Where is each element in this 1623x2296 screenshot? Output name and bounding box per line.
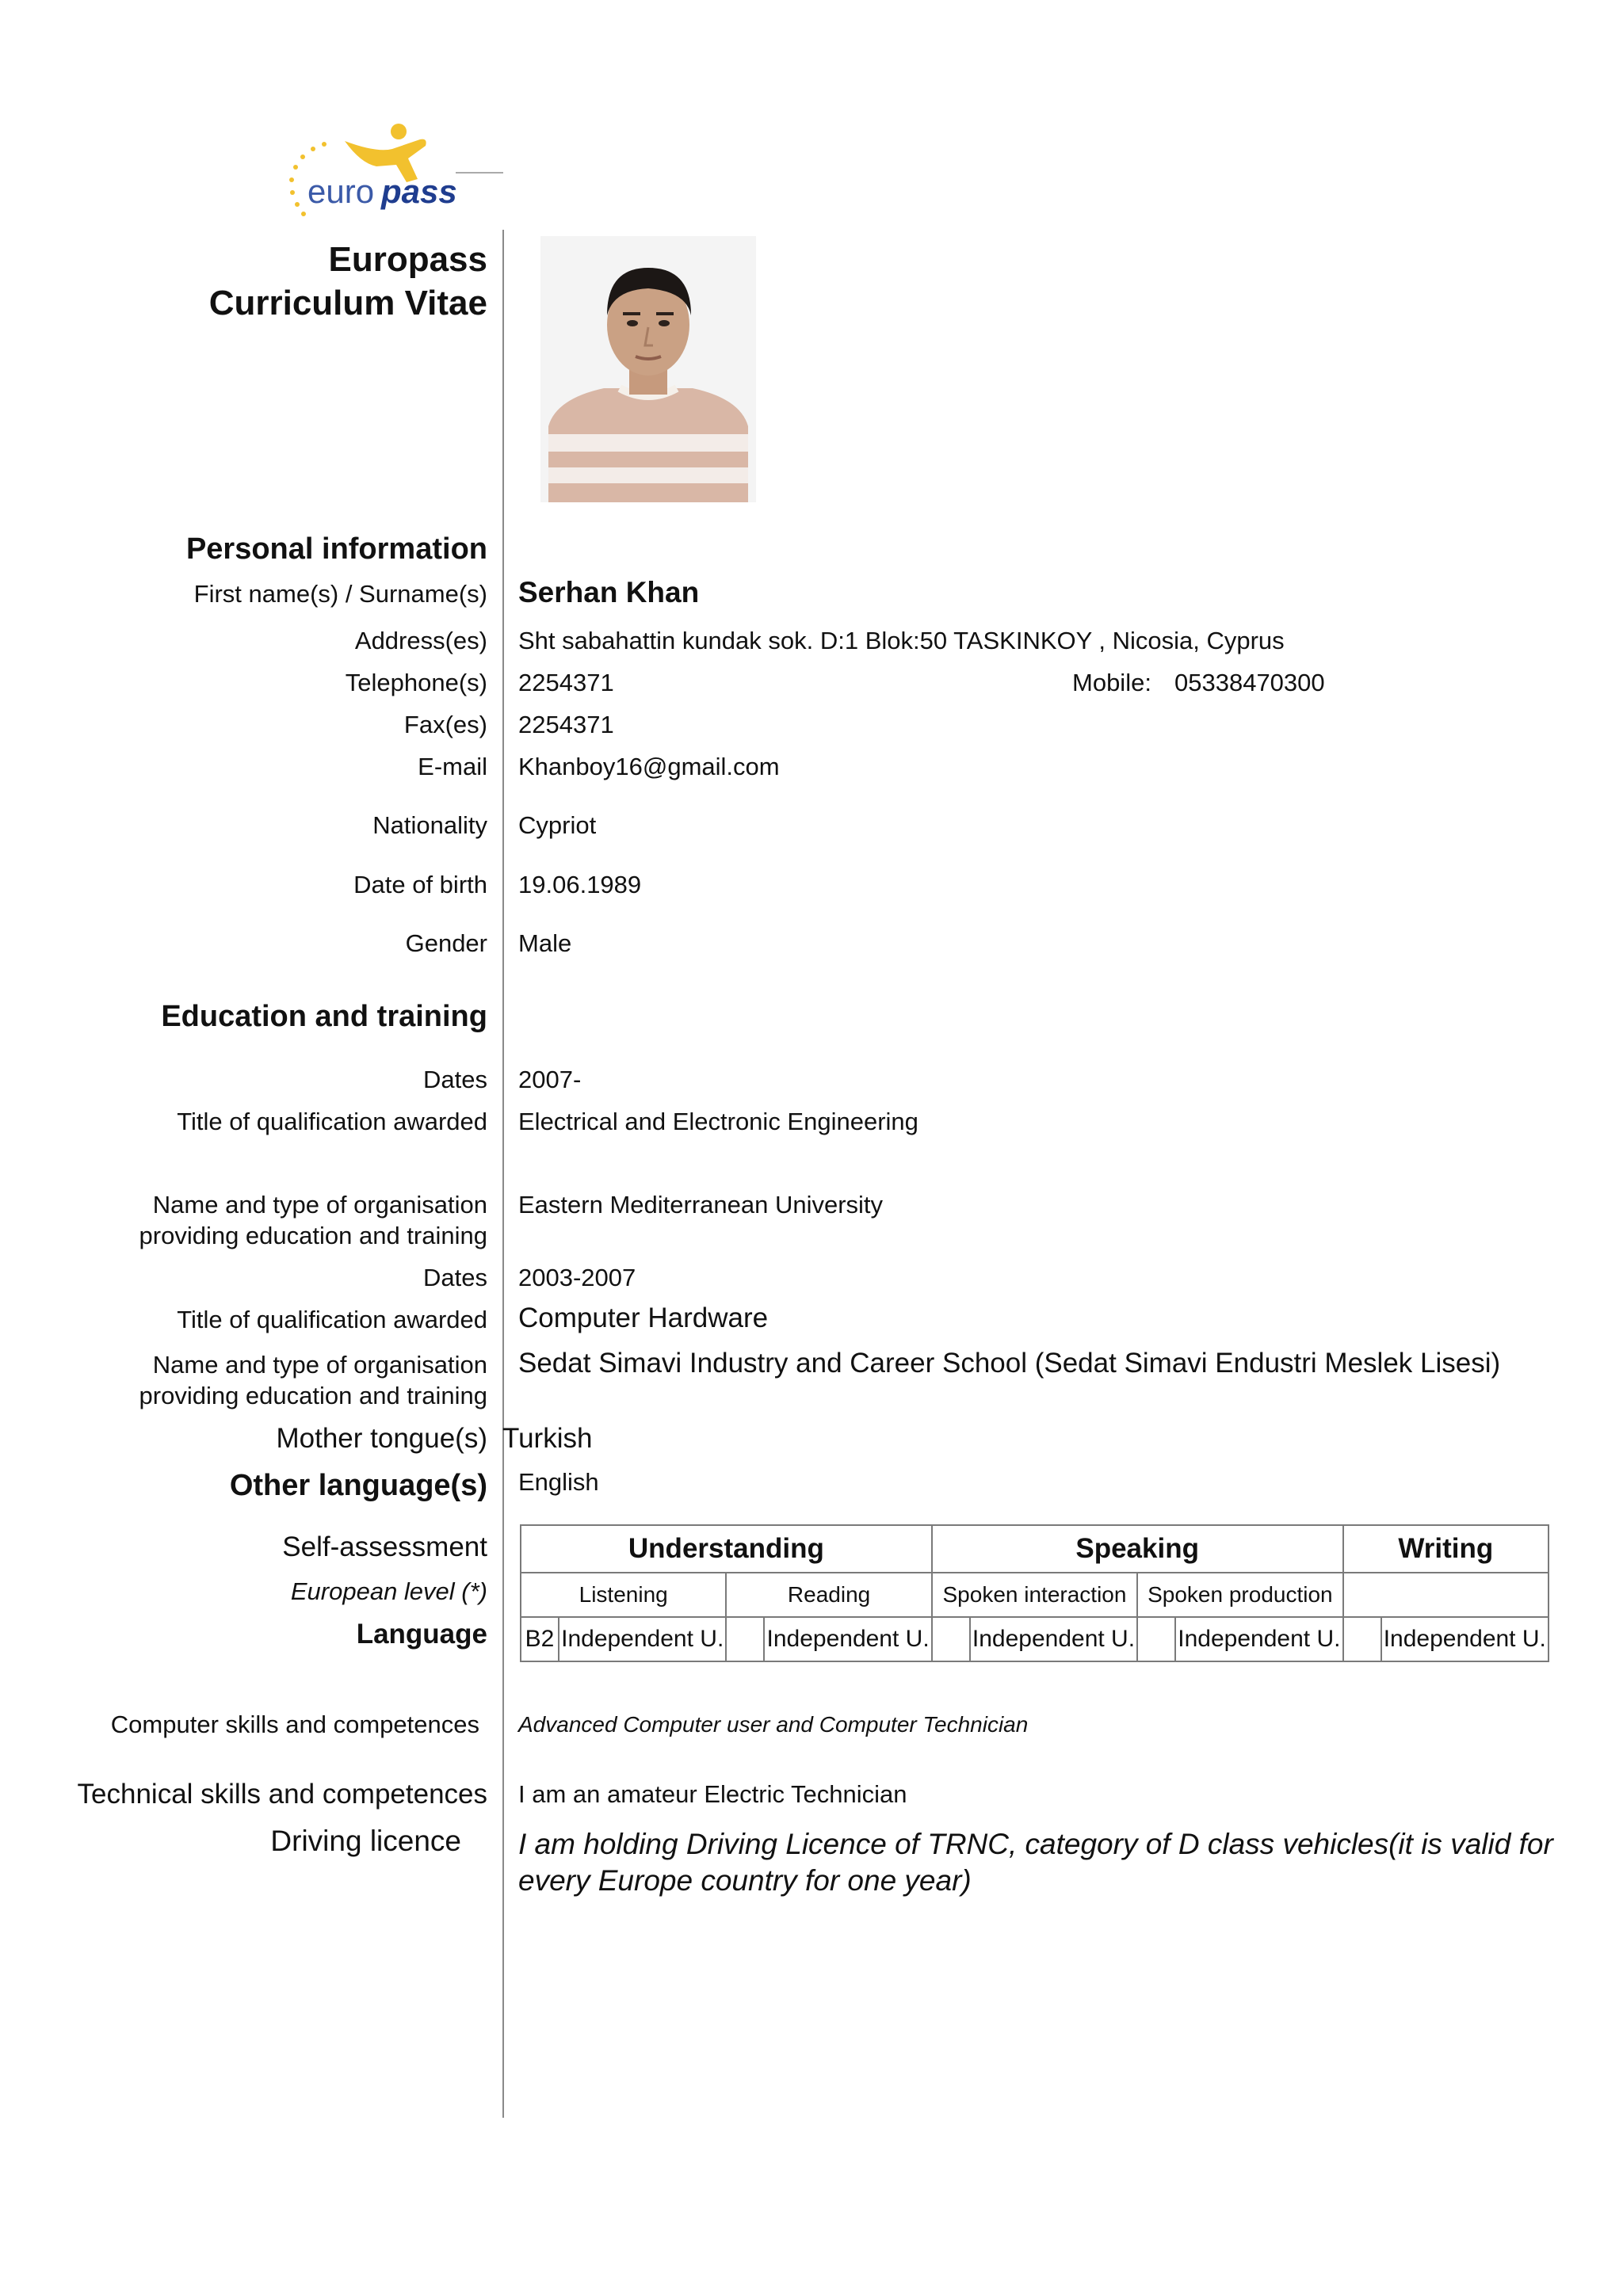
level-spoken-production: Independent U. — [1175, 1617, 1342, 1661]
section-heading-other-languages: Other language(s) — [229, 1469, 487, 1502]
edu1-dates: 2007- — [518, 1066, 582, 1093]
europass-logo — [281, 117, 503, 220]
gender-value: Male — [518, 929, 572, 957]
full-name: Serhan Khan — [518, 576, 700, 608]
other-language-value: English — [518, 1468, 599, 1496]
logo-text-euro: euro — [307, 173, 375, 210]
level-code-reading — [726, 1617, 764, 1661]
technical-skills-label: Technical skills and competences — [77, 1779, 487, 1810]
mobile-value: 05338470300 — [1174, 669, 1325, 696]
level-code-spoken-interaction — [932, 1617, 970, 1661]
computer-skills-value: Advanced Computer user and Computer Technician — [518, 1712, 1029, 1737]
header-understanding: Understanding — [521, 1525, 932, 1573]
nationality-label: Nationality — [372, 811, 487, 839]
cv-title-line2: Curriculum Vitae — [208, 284, 487, 322]
subheader-reading: Reading — [726, 1573, 931, 1617]
section-heading-education: Education and training — [161, 1000, 487, 1033]
subheader-spoken-interaction: Spoken interaction — [932, 1573, 1137, 1617]
language-label: Language — [356, 1619, 487, 1650]
edu2-dates: 2003-2007 — [518, 1264, 636, 1291]
dob-value: 19.06.1989 — [518, 871, 642, 898]
logo-text-pass: pass — [381, 173, 457, 210]
edu1-title: Electrical and Electronic Engineering — [518, 1108, 918, 1135]
table-header-row — [521, 1525, 1549, 1573]
edu2-org-label-line2: providing education and training — [139, 1382, 487, 1409]
table-row — [521, 1617, 1549, 1661]
edu1-org-label-line1: Name and type of organisation — [152, 1191, 487, 1219]
section-heading-personal: Personal information — [185, 532, 487, 566]
level-spoken-interaction: Independent U. — [970, 1617, 1137, 1661]
address-value: Sht sabahattin kundak sok. D:1 Blok:50 TASKINKOY , Nicosia, Cyprus — [518, 627, 1285, 654]
subheader-listening: Listening — [521, 1573, 726, 1617]
level-listening: Independent U. — [559, 1617, 726, 1661]
language-assessment-table — [520, 1524, 1549, 1662]
technical-skills-value: I am an amateur Electric Technician — [518, 1780, 907, 1808]
edu2-dates-label: Dates — [423, 1264, 487, 1291]
level-code-writing — [1343, 1617, 1381, 1661]
level-code-spoken-production — [1137, 1617, 1175, 1661]
table-subheader-row — [521, 1573, 1549, 1617]
edu2-title-label: Title of qualification awarded — [177, 1306, 487, 1333]
computer-skills-label: Computer skills and competences — [110, 1711, 479, 1738]
mother-tongue-value: Turkish — [502, 1423, 593, 1454]
level-writing: Independent U. — [1381, 1617, 1549, 1661]
profile-photo — [540, 236, 756, 502]
header-speaking: Speaking — [932, 1525, 1343, 1573]
edu2-org: Sedat Simavi Industry and Career School (Sedat Simavi Endustri Meslek Lisesi) — [518, 1348, 1501, 1379]
language-code: B2 — [521, 1617, 559, 1661]
edu1-org-label-line2: providing education and training — [139, 1222, 487, 1249]
column-divider — [502, 230, 504, 2118]
cv-title-line1: Europass — [328, 240, 487, 279]
subheader-spoken-production: Spoken production — [1137, 1573, 1342, 1617]
mobile-label: Mobile: — [1072, 669, 1151, 696]
telephone-label: Telephone(s) — [345, 669, 487, 696]
dob-label: Date of birth — [353, 871, 487, 898]
email-value: Khanboy16@gmail.com — [518, 753, 780, 780]
name-label: First name(s) / Surname(s) — [193, 580, 487, 608]
self-assessment-label: Self-assessment — [282, 1531, 487, 1562]
driving-licence-value-line1: I am holding Driving Licence of TRNC, category of D class vehicles(it is valid for — [518, 1828, 1553, 1860]
nationality-value: Cypriot — [518, 811, 597, 839]
fax-value: 2254371 — [518, 711, 614, 738]
driving-licence-value-line2: every Europe country for one year) — [518, 1864, 972, 1897]
address-label: Address(es) — [354, 627, 487, 654]
edu1-dates-label: Dates — [423, 1066, 487, 1093]
gender-label: Gender — [405, 929, 487, 957]
edu1-org: Eastern Mediterranean University — [518, 1191, 884, 1219]
subheader-writing-empty — [1343, 1573, 1549, 1617]
edu2-title: Computer Hardware — [518, 1302, 769, 1333]
edu2-org-label-line1: Name and type of organisation — [152, 1351, 487, 1379]
european-level-label: European level (*) — [290, 1577, 487, 1605]
header-writing: Writing — [1343, 1525, 1549, 1573]
cv-title — [209, 238, 487, 325]
europass-logo-graphic — [281, 117, 503, 220]
email-label: E-mail — [418, 753, 487, 780]
driving-licence-label: Driving licence — [270, 1825, 461, 1857]
level-reading: Independent U. — [764, 1617, 931, 1661]
fax-label: Fax(es) — [403, 711, 487, 738]
telephone-value: 2254371 — [518, 669, 614, 696]
edu1-title-label: Title of qualification awarded — [177, 1108, 487, 1135]
mother-tongue-label: Mother tongue(s) — [276, 1423, 487, 1454]
